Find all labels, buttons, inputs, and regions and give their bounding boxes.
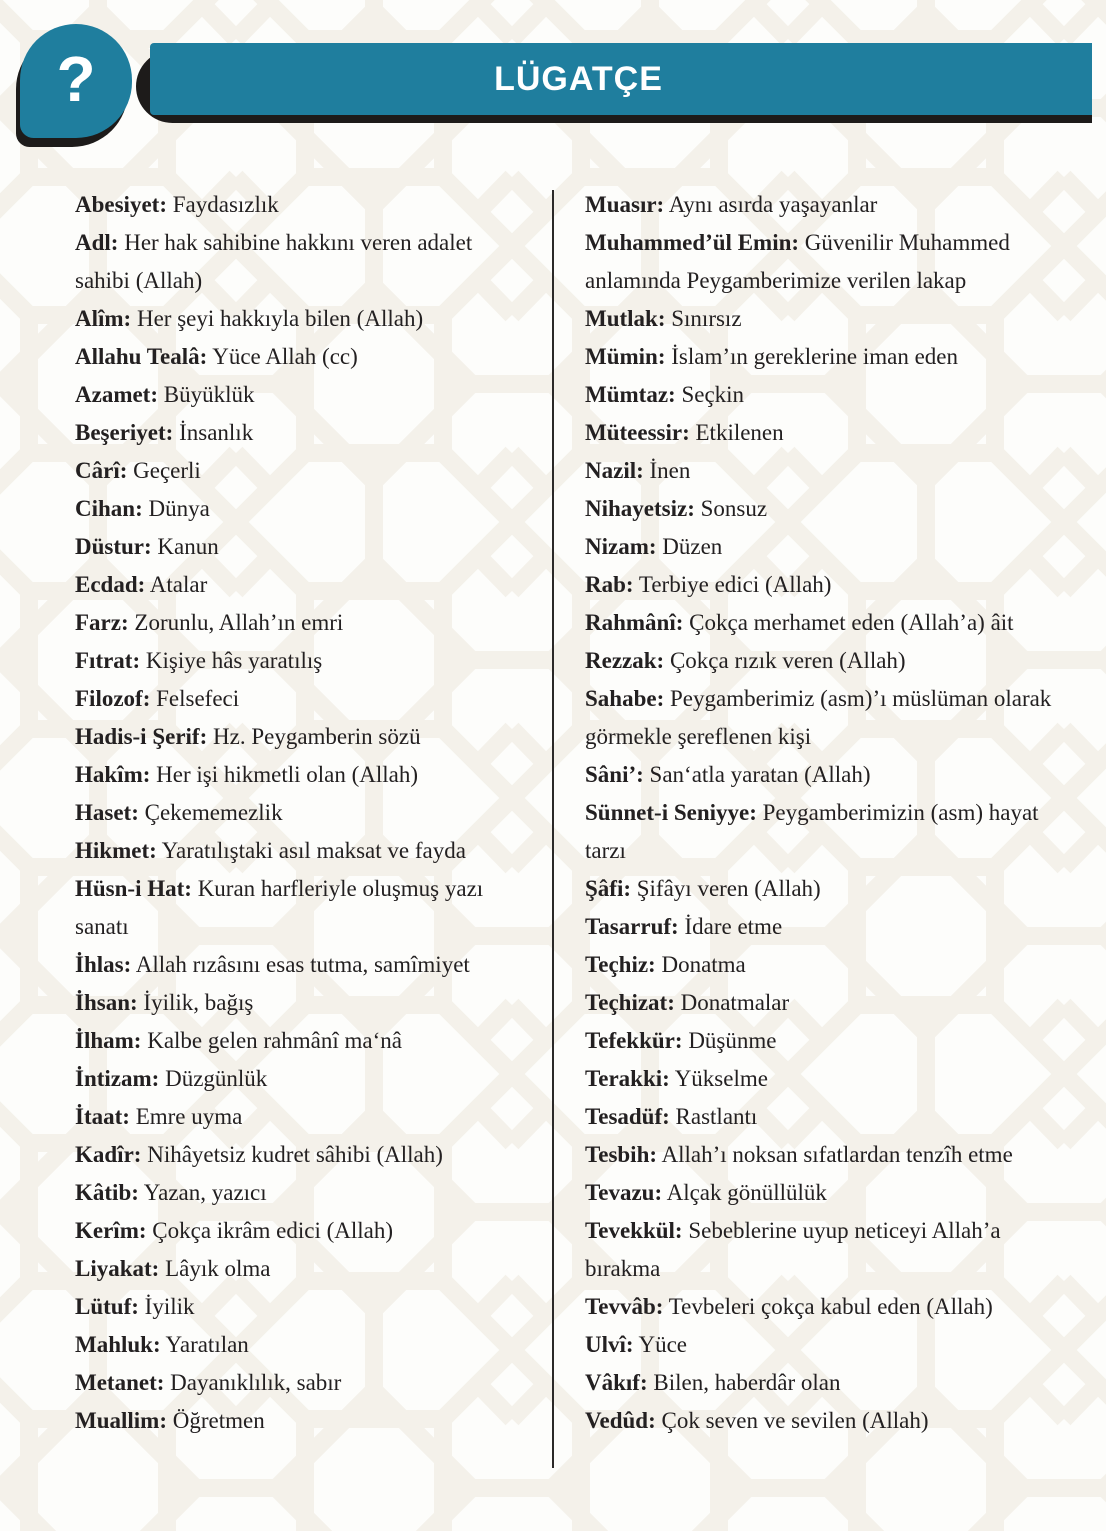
glossary-entry	[75, 186, 527, 224]
glossary-definition: Etkilenen	[695, 420, 784, 445]
glossary-definition: Kalbe gelen rahmânî ma‘nâ	[147, 1028, 402, 1053]
glossary-entry	[75, 224, 527, 300]
glossary-definition: Bilen, haberdâr olan	[653, 1370, 841, 1395]
glossary-term: İlham:	[75, 1028, 142, 1053]
glossary-definition: Allah’ı noksan sıfatlardan tenzîh etme	[661, 1142, 1013, 1167]
glossary-definition: Aynı asırda yaşayanlar	[668, 192, 878, 217]
glossary-term: Haset:	[75, 800, 139, 825]
glossary-definition: Tevbeleri çokça kabul eden (Allah)	[668, 1294, 993, 1319]
glossary-entry	[585, 1402, 1071, 1440]
glossary-entry	[585, 908, 1071, 946]
glossary-term: Nazil:	[585, 458, 644, 483]
glossary-term: Muhammed’ül Emin:	[585, 230, 800, 255]
glossary-definition: Sınırsız	[671, 306, 742, 331]
glossary-definition: Rastlantı	[675, 1104, 758, 1129]
glossary-definition: Çokça rızık veren (Allah)	[669, 648, 906, 673]
glossary-definition: Faydasızlık	[172, 192, 279, 217]
column-divider	[552, 190, 554, 1468]
glossary-entry	[75, 680, 527, 718]
glossary-definition: Yükselme	[674, 1066, 768, 1091]
glossary-right-column	[585, 186, 1071, 1440]
glossary-entry	[75, 1174, 527, 1212]
glossary-term: İtaat:	[75, 1104, 130, 1129]
glossary-term: Abesiyet:	[75, 192, 167, 217]
glossary-entry	[75, 946, 527, 984]
glossary-term: Tevazu:	[585, 1180, 663, 1205]
glossary-term: Nizam:	[585, 534, 657, 559]
glossary-term: Lütuf:	[75, 1294, 139, 1319]
glossary-definition: İslam’ın gereklerine iman eden	[671, 344, 958, 369]
glossary-term: Tevekkül:	[585, 1218, 683, 1243]
glossary-entry	[585, 338, 1071, 376]
glossary-definition: Düzgünlük	[165, 1066, 268, 1091]
glossary-entry	[585, 376, 1071, 414]
glossary-definition: İnen	[649, 458, 691, 483]
glossary-entry	[585, 680, 1071, 756]
glossary-definition: İnsanlık	[179, 420, 254, 445]
glossary-term: İhsan:	[75, 990, 138, 1015]
glossary-entry	[75, 566, 527, 604]
glossary-left-column	[75, 186, 527, 1440]
glossary-term: Ecdad:	[75, 572, 146, 597]
glossary-entry	[75, 376, 527, 414]
glossary-definition: Yüce Allah (cc)	[212, 344, 358, 369]
glossary-definition: İyilik, bağış	[143, 990, 254, 1015]
glossary-entry	[585, 300, 1071, 338]
glossary-definition: Dayanıklılık, sabır	[170, 1370, 342, 1395]
glossary-term: Kerîm:	[75, 1218, 147, 1243]
glossary-term: Tasarruf:	[585, 914, 679, 939]
glossary-term: Azamet:	[75, 382, 159, 407]
glossary-entry	[75, 1060, 527, 1098]
glossary-entry	[75, 1288, 527, 1326]
glossary-term: İntizam:	[75, 1066, 160, 1091]
glossary-term: Rab:	[585, 572, 634, 597]
glossary-entry	[585, 756, 1071, 794]
glossary-entry	[75, 1212, 527, 1250]
glossary-term: Vâkıf:	[585, 1370, 648, 1395]
glossary-entry	[585, 186, 1071, 224]
glossary-entry	[75, 984, 527, 1022]
glossary-definition: Çekememezlik	[144, 800, 283, 825]
glossary-entry	[585, 1174, 1071, 1212]
question-mark-glyph: ?	[56, 43, 96, 115]
glossary-definition: Çokça ikrâm edici (Allah)	[152, 1218, 394, 1243]
glossary-entry	[75, 490, 527, 528]
glossary-term: Teçhiz:	[585, 952, 656, 977]
glossary-entry	[75, 1136, 527, 1174]
glossary-definition: Peygamberimizin (asm) hayat tarzı	[585, 800, 1039, 863]
glossary-definition: Donatmalar	[680, 990, 790, 1015]
glossary-definition: Hz. Peygamberin sözü	[213, 724, 421, 749]
glossary-term: Muallim:	[75, 1408, 167, 1433]
glossary-entry	[585, 566, 1071, 604]
glossary-entry	[585, 1136, 1071, 1174]
glossary-term: Kadîr:	[75, 1142, 142, 1167]
glossary-definition: Peygamberimiz (asm)’ı müslüman olarak görmekle şereflenen kişi	[585, 686, 1052, 749]
glossary-term: Mahluk:	[75, 1332, 161, 1357]
glossary-definition: İdare etme	[684, 914, 783, 939]
glossary-definition: Lâyık olma	[165, 1256, 271, 1281]
glossary-term: Mümtaz:	[585, 382, 676, 407]
glossary-term: Düstur:	[75, 534, 152, 559]
glossary-entry	[75, 1326, 527, 1364]
glossary-term: Sâni’:	[585, 762, 644, 787]
glossary-entry	[75, 642, 527, 680]
glossary-term: Rezzak:	[585, 648, 665, 673]
glossary-entry	[75, 1364, 527, 1402]
glossary-definition: Terbiye edici (Allah)	[638, 572, 832, 597]
glossary-definition: Nihâyetsiz kudret sâhibi (Allah)	[147, 1142, 443, 1167]
glossary-term: Ulvî:	[585, 1332, 634, 1357]
question-bubble-icon	[20, 24, 132, 138]
glossary-term: Nihayetsiz:	[585, 496, 695, 521]
glossary-definition: Kişiye hâs yaratılış	[145, 648, 323, 673]
glossary-entry	[585, 1212, 1071, 1288]
glossary-definition: Allah rızâsını esas tutma, samîmiyet	[135, 952, 470, 977]
glossary-definition: Düzen	[662, 534, 723, 559]
glossary-term: Şâfi:	[585, 876, 631, 901]
glossary-entry	[75, 794, 527, 832]
glossary-entry	[585, 604, 1071, 642]
glossary-definition: Atalar	[149, 572, 208, 597]
glossary-entry	[75, 528, 527, 566]
glossary-term: Hüsn-i Hat:	[75, 876, 192, 901]
glossary-entry	[75, 756, 527, 794]
glossary-definition: Yaratılan	[165, 1332, 249, 1357]
glossary-definition: Zorunlu, Allah’ın emri	[134, 610, 344, 635]
glossary-entry	[75, 832, 527, 870]
glossary-definition: Felsefeci	[156, 686, 240, 711]
glossary-entry	[75, 604, 527, 642]
glossary-entry	[585, 1060, 1071, 1098]
glossary-entry	[585, 224, 1071, 300]
glossary-definition: Dünya	[148, 496, 210, 521]
glossary-definition: Her hak sahibine hakkını veren adalet sahibi (Allah)	[75, 230, 473, 293]
glossary-entry	[585, 794, 1071, 870]
page-title: LÜGATÇE	[494, 59, 663, 98]
glossary-term: Farz:	[75, 610, 129, 635]
glossary-entry	[585, 1098, 1071, 1136]
glossary-definition: Geçerli	[133, 458, 201, 483]
glossary-definition: Yaratılıştaki asıl maksat ve fayda	[161, 838, 466, 863]
glossary-term: Sünnet-i Seniyye:	[585, 800, 757, 825]
glossary-definition: Çokça merhamet eden (Allah’a) âit	[689, 610, 1014, 635]
glossary-entry	[585, 528, 1071, 566]
glossary-entry	[585, 414, 1071, 452]
glossary-definition: Her şeyi hakkıyla bilen (Allah)	[136, 306, 424, 331]
glossary-term: Tesbih:	[585, 1142, 658, 1167]
glossary-term: Tevvâb:	[585, 1294, 664, 1319]
glossary-definition: Yüce	[638, 1332, 687, 1357]
glossary-entry	[585, 1326, 1071, 1364]
glossary-term: Vedûd:	[585, 1408, 656, 1433]
glossary-definition: Yazan, yazıcı	[143, 1180, 267, 1205]
glossary-entry	[585, 1364, 1071, 1402]
glossary-entry	[75, 1250, 527, 1288]
glossary-term: Mümin:	[585, 344, 666, 369]
glossary-definition: Sonsuz	[700, 496, 768, 521]
glossary-term: Tesadüf:	[585, 1104, 670, 1129]
glossary-term: Allahu Tealâ:	[75, 344, 208, 369]
glossary-term: Hakîm:	[75, 762, 151, 787]
glossary-definition: Güvenilir Muhammed anlamında Peygamberimize verilen lakap	[585, 230, 1010, 293]
title-bar	[150, 43, 1092, 115]
glossary-term: Cihan:	[75, 496, 143, 521]
glossary-entry	[585, 870, 1071, 908]
glossary-term: Sahabe:	[585, 686, 665, 711]
glossary-definition: Şifâyı veren (Allah)	[636, 876, 821, 901]
glossary-term: Adl:	[75, 230, 119, 255]
glossary-entry	[75, 1022, 527, 1060]
glossary-definition: Düşünme	[688, 1028, 777, 1053]
glossary-definition: Sebeblerine uyup neticeyi Allah’a bırakma	[585, 1218, 1001, 1281]
glossary-term: Terakki:	[585, 1066, 670, 1091]
glossary-term: İhlas:	[75, 952, 132, 977]
glossary-definition: Donatma	[661, 952, 746, 977]
glossary-definition: Seçkin	[681, 382, 745, 407]
glossary-term: Fıtrat:	[75, 648, 141, 673]
glossary-definition: Kanun	[157, 534, 219, 559]
glossary-entry	[75, 1402, 527, 1440]
glossary-term: Mutlak:	[585, 306, 666, 331]
glossary-definition: İyilik	[144, 1294, 195, 1319]
glossary-entry	[75, 870, 527, 946]
glossary-term: Alîm:	[75, 306, 132, 331]
glossary-entry	[75, 338, 527, 376]
glossary-definition: Kuran harfleriyle oluşmuş yazı sanatı	[75, 876, 484, 939]
glossary-definition: San‘atla yaratan (Allah)	[649, 762, 871, 787]
glossary-term: Müteessir:	[585, 420, 690, 445]
glossary-term: Teçhizat:	[585, 990, 675, 1015]
glossary-term: Muasır:	[585, 192, 665, 217]
glossary-definition: Alçak gönüllülük	[666, 1180, 827, 1205]
glossary-entry	[585, 490, 1071, 528]
glossary-entry	[75, 1098, 527, 1136]
glossary-term: Filozof:	[75, 686, 151, 711]
glossary-entry	[585, 946, 1071, 984]
glossary-entry	[75, 718, 527, 756]
glossary-entry	[585, 1022, 1071, 1060]
glossary-term: Liyakat:	[75, 1256, 160, 1281]
glossary-definition: Büyüklük	[163, 382, 255, 407]
glossary-term: Tefekkür:	[585, 1028, 683, 1053]
glossary-entry	[75, 414, 527, 452]
glossary-term: Metanet:	[75, 1370, 165, 1395]
glossary-term: Rahmânî:	[585, 610, 684, 635]
glossary-entry	[585, 984, 1071, 1022]
glossary-term: Cârî:	[75, 458, 128, 483]
glossary-entry	[585, 642, 1071, 680]
glossary-definition: Her işi hikmetli olan (Allah)	[156, 762, 419, 787]
glossary-definition: Çok seven ve sevilen (Allah)	[661, 1408, 929, 1433]
glossary-definition: Emre uyma	[135, 1104, 243, 1129]
glossary-entry	[75, 300, 527, 338]
glossary-term: Hadis-i Şerif:	[75, 724, 208, 749]
glossary-entry	[585, 452, 1071, 490]
glossary-term: Kâtib:	[75, 1180, 139, 1205]
glossary-term: Beşeriyet:	[75, 420, 174, 445]
glossary-entry	[585, 1288, 1071, 1326]
glossary-term: Hikmet:	[75, 838, 157, 863]
glossary-definition: Öğretmen	[172, 1408, 265, 1433]
glossary-entry	[75, 452, 527, 490]
